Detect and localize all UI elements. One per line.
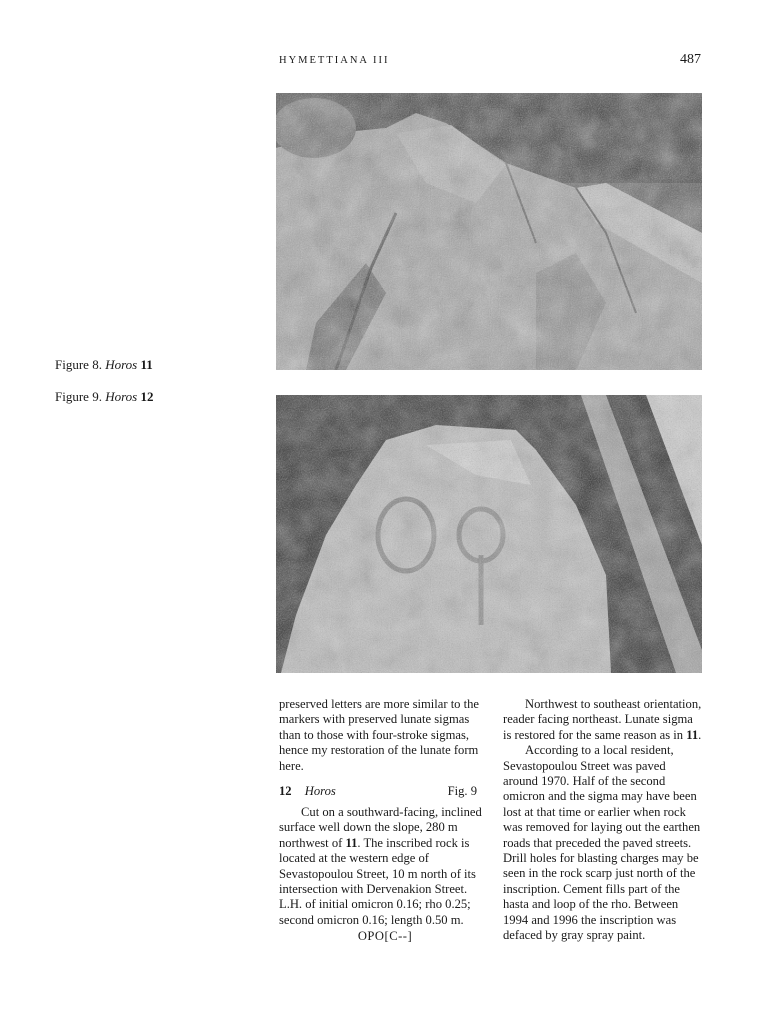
text-column-left [279,697,491,945]
running-title: HYMETTIANA III [279,55,390,66]
text-column-right [503,697,703,944]
figure-8-caption: Figure 8. Horos 11 [55,357,153,372]
paragraph: According to a local resident, Sevastopoulou Street was paved around 1970. Half of the second omicron and the sigma may have been lost at that time or earlier when rock was removed for laying out the earthen roads that preceded the paved streets. Drill holes for blasting charges may be seen in the rock scarp just north of the inscription. Cement fills part of the hasta and loop of the rho. Between 1994 and 1996 the inscription was defaced by gray spray paint. [503,743,701,943]
paragraph: preserved letters are more similar to the markers with preserved lunate sigmas than to those with four-stroke sigmas, hence my restoration of the lunate form here. [279,697,480,773]
catalog-entry-heading [279,784,491,799]
paragraph: Cut on a southward-facing, inclined surface well down the slope, 280 m northwest of 11. The inscribed rock is located at the western edge of Sevastopoulou Street, 10 m north of its intersection with Dervenakion Street. L.H. of initial omicron 0.16; rho 0.25; second omicron 0.16; length 0.50 m. [279,805,482,927]
figure-reference: Fig. 9 [447,784,477,799]
entry-number: 12 [279,784,292,799]
figure-9-caption: Figure 9. Horos 12 [55,389,154,404]
paragraph: Northwest to southeast orientation, reader facing northeast. Lunate sigma is restored for the same reason as in 11. [503,697,702,742]
inscription-text: OPO[C--] [357,929,413,944]
page-number: 487 [680,52,701,67]
figure-8-photo [276,93,702,370]
figure-9-photo [276,395,702,673]
entry-label: Horos [304,784,336,799]
